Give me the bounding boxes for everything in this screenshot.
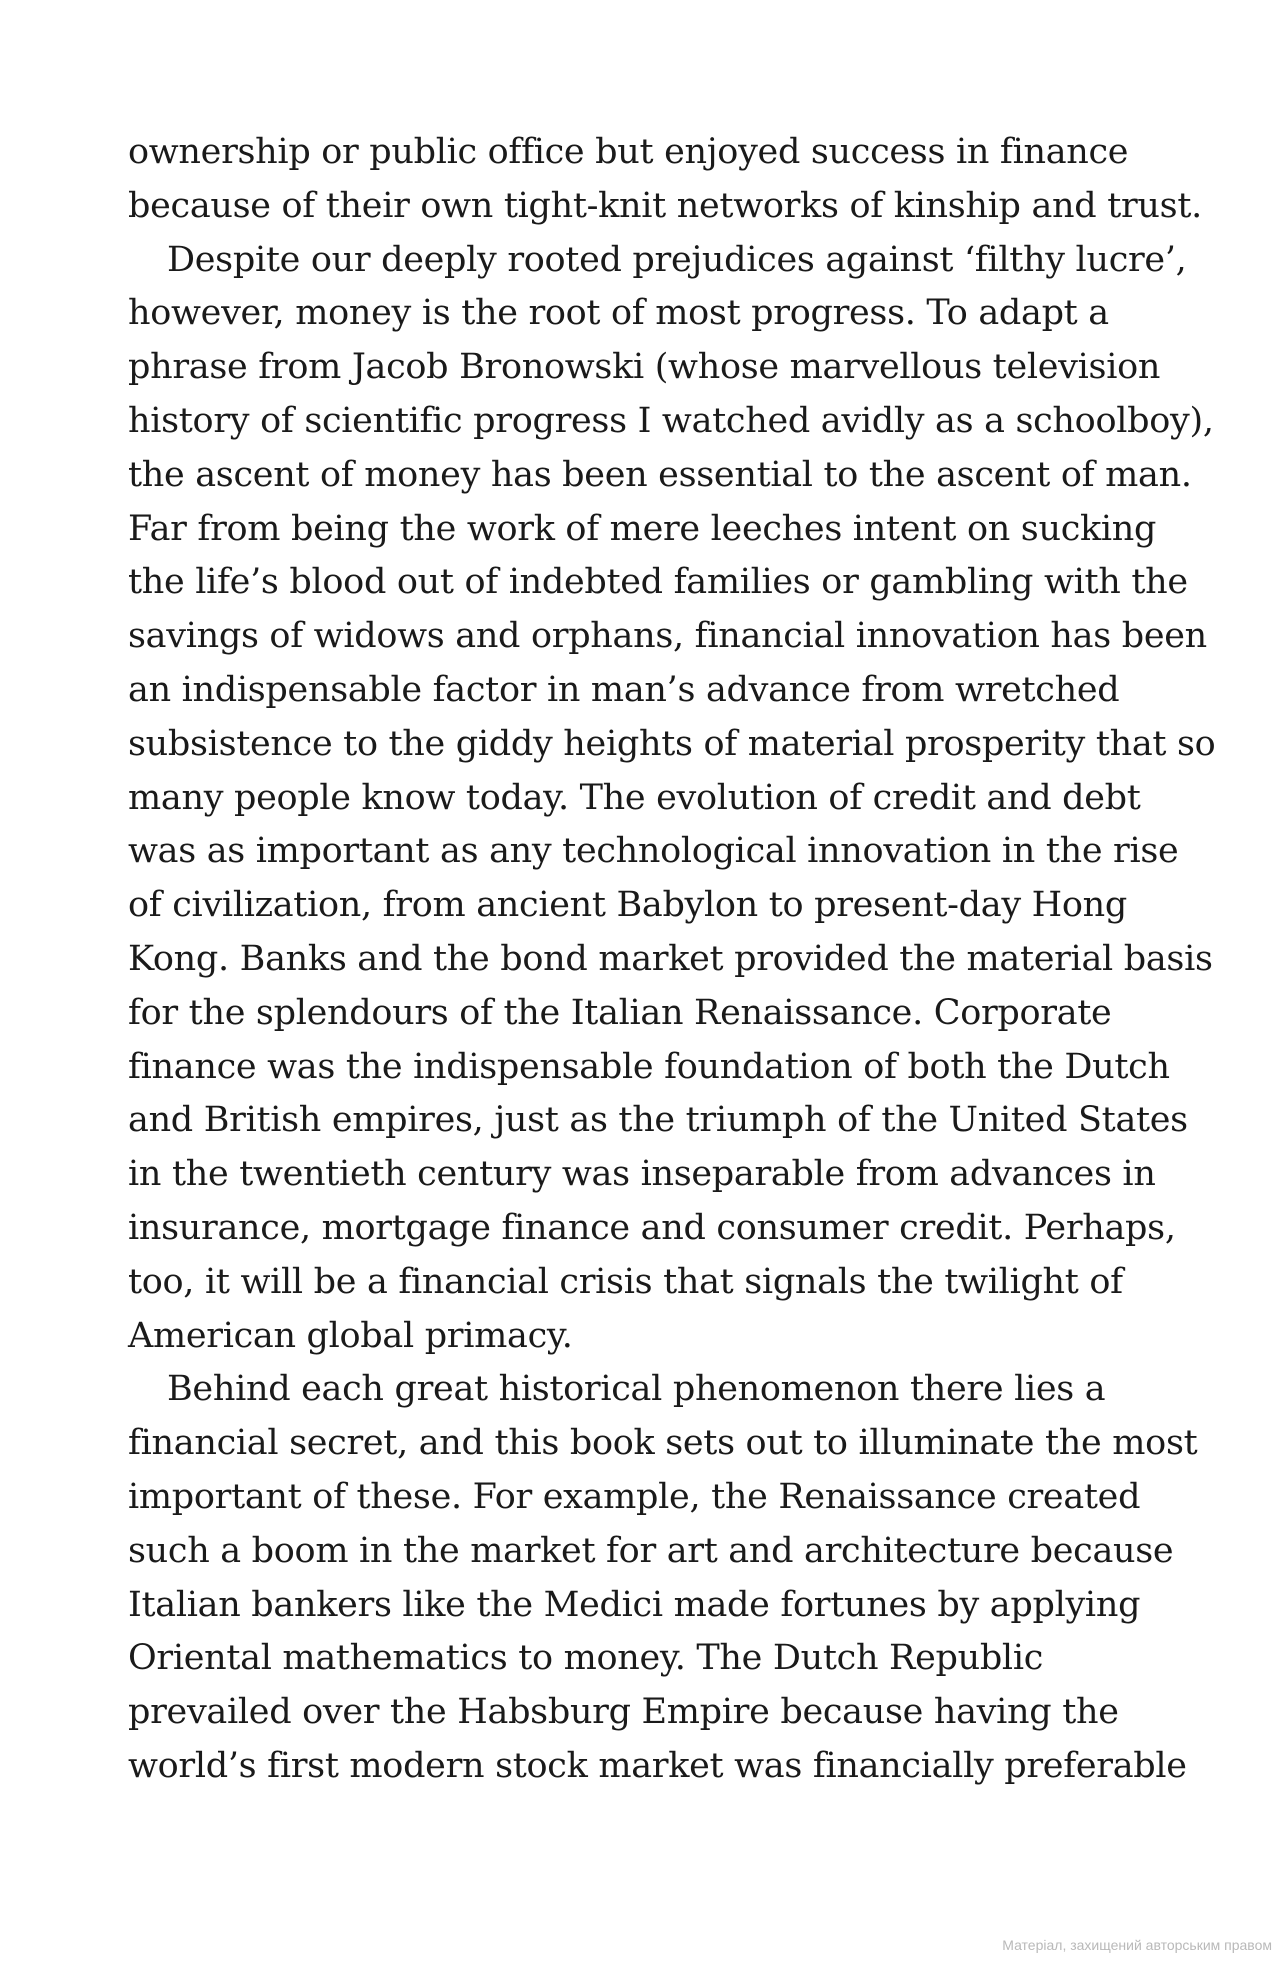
- text-line: savings of widows and orphans, financial innovation has been: [128, 616, 1207, 657]
- text-line: the life’s blood out of indebted families or gambling with the: [128, 562, 1188, 603]
- text-line: was as important as any technological innovation in the rise: [128, 831, 1179, 872]
- text-line: Kong. Banks and the bond market provided the material basis: [128, 938, 1213, 979]
- text-line: for the splendours of the Italian Renaissance. Corporate: [128, 992, 1112, 1033]
- paragraph-first-line: Despite our deeply rooted prejudices against ‘filthy lucre’,: [167, 239, 1187, 280]
- text-line: ownership or public office but enjoyed success in finance: [128, 132, 1129, 172]
- text-line: many people know today. The evolution of credit and debt: [128, 777, 1141, 818]
- copyright-watermark: Матеріал, захищений авторським правом: [1002, 1937, 1272, 1953]
- paragraph-first-line: Behind each great historical phenomenon there lies a: [167, 1369, 1106, 1410]
- text-line: phrase from Jacob Bronowski (whose marvellous television: [128, 347, 1161, 388]
- text-line: finance was the indispensable foundation of both the Dutch: [128, 1046, 1170, 1087]
- text-line: an indispensable factor in man’s advance from wretched: [128, 669, 1120, 710]
- text-line: Oriental mathematics to money. The Dutch Republic: [128, 1638, 1044, 1679]
- text-line: the ascent of money has been essential to the ascent of man.: [128, 454, 1192, 495]
- text-line: financial secret, and this book sets out to illuminate the most: [128, 1423, 1198, 1464]
- text-line: in the twentieth century was inseparable from advances in: [128, 1154, 1156, 1195]
- text-line: of civilization, from ancient Babylon to present-day Hong: [128, 885, 1127, 926]
- text-line: subsistence to the giddy heights of material prosperity that so: [128, 723, 1216, 764]
- text-line: too, it will be a financial crisis that signals the twilight of: [128, 1261, 1123, 1302]
- text-line: and British empires, just as the triumph of the United States: [128, 1100, 1188, 1141]
- text-line: insurance, mortgage finance and consumer credit. Perhaps,: [128, 1207, 1176, 1248]
- body-text: [128, 126, 1216, 1794]
- text-line: Italian bankers like the Medici made fortunes by applying: [128, 1584, 1141, 1625]
- text-line: however, money is the root of most progress. To adapt a: [128, 293, 1109, 334]
- text-line: American global primacy.: [128, 1315, 573, 1356]
- text-line: important of these. For example, the Renaissance created: [128, 1476, 1141, 1517]
- text-line: history of scientific progress I watched avidly as a schoolboy),: [128, 400, 1214, 441]
- text-line: such a boom in the market for art and architecture because: [128, 1530, 1174, 1571]
- text-line: world’s first modern stock market was financially preferable: [128, 1745, 1187, 1786]
- text-line: because of their own tight-knit networks of kinship and trust.: [128, 185, 1202, 226]
- text-line: Far from being the work of mere leeches intent on sucking: [128, 508, 1157, 549]
- text-line: prevailed over the Habsburg Empire because having the: [128, 1692, 1119, 1733]
